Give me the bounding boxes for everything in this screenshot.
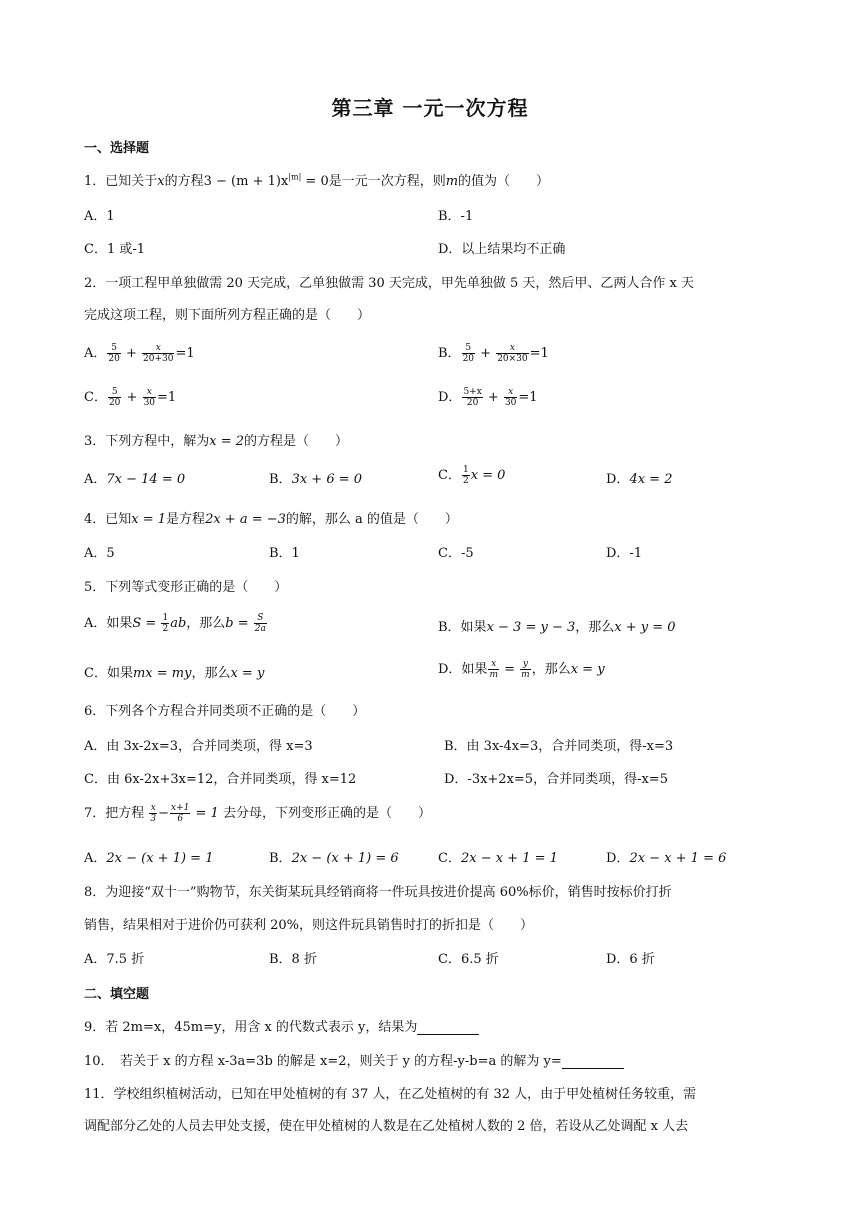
q5-c-text: C．如果 [84,666,133,681]
q4-text-2: 是方程 [166,512,206,527]
q7-c-eq: 2x − x + 1 = 1 [460,851,558,866]
q2-a-frac-2 [142,343,174,364]
frac-num: y [520,659,531,670]
q3-option-a: A．7x − 14 = 0 [84,472,186,487]
q2-option-b: B． $\frac{5}{20}$ + $\frac{x}{20\times 30}$ =1 [438,343,549,364]
q2-d-frac-1 [462,387,482,408]
q2-c-frac-2 [143,387,156,408]
question-1-stem [84,170,549,189]
frac-den: 6 [177,814,184,824]
q7-option-c: C．2x − x + 1 = 1 [438,851,558,866]
q5-option-a [84,612,268,634]
q4-eq: x = 1 [131,512,167,527]
frac-num: x [488,659,499,670]
question-6-stem: 6．下列各个方程合并同类项不正确的是（ ） [84,704,366,719]
q5-a-text-2: ，那么 [186,616,226,631]
q5-a-lhs: S = [132,616,161,631]
q1-var-x: x [157,174,165,189]
frac-den: 20 [108,398,121,408]
question-11-line-2: 调配部分乙处的人员去甲处支援，使在甲处植树的人数是在乙处植树人数的 2 倍，若设从乙处调配 x 人去 [84,1119,689,1134]
frac-num: x [150,803,156,813]
q4-option-d: D．-1 [606,546,643,561]
frac-den: 30 [143,398,156,408]
q5-d-text-2: ，那么 [531,662,571,677]
q2-c-frac-1 [108,387,121,408]
q2-d-frac-2 [504,387,517,408]
q1-option-b: B．-1 [438,209,474,224]
frac-num: 5+x [463,387,482,397]
q3-c-frac [462,465,470,486]
question-5-stem: 5．下列等式变形正确的是（ ） [84,580,288,595]
q7-text: 7．把方程 [84,806,149,821]
q5-b-eq-2: x + y = 0 [614,620,676,635]
question-11-line-1: 11．学校组织植树活动，已知在甲处植树的有 37 人，在乙处植树的有 32 人，由于甲处植树任务较重，需 [84,1087,697,1102]
q2-option-d: D． $\frac{5+x}{20}$ + $\frac{x}{30}$ =1 [438,387,538,408]
q4-text: 4．已知 [84,512,132,527]
q8-option-d: D．6 折 [606,952,655,967]
frac-num: x+1 [171,803,190,813]
q5-c-eq: mx = my [132,666,192,681]
frac-den: 20 [462,354,475,364]
q1-equation: 的方程3 − (m + 1)x [164,174,289,189]
q7-option-d: D．2x − x + 1 = 6 [606,851,727,866]
q5-d-eq: x = y [570,662,605,677]
q8-option-b: B．8 折 [269,952,317,967]
q2-b-label: B． [438,346,461,361]
frac-num: 5 [107,343,120,354]
frac-den: 2 [162,624,169,634]
section-heading-fill: 二、填空题 [84,987,150,1002]
frac-num: x [496,343,528,354]
q6-option-a: A．由 3x-2x=3，合并同类项，得 x=3 [84,739,313,754]
q2-c-label: C． [84,390,107,405]
q3-option-b: B．3x + 6 = 0 [269,472,363,487]
q4-option-c: C．-5 [438,546,474,561]
q4-option-a: A．5 [84,546,115,561]
frac-den: 2a [254,624,266,634]
q7-a-eq: 2x − (x + 1) = 1 [106,851,214,866]
q6-option-d: D．-3x+2x=5，合并同类项，得-x=5 [444,772,668,787]
frac-den: 30 [504,398,517,408]
question-8-line-1: 8．为迎接“双十一”购物节，东关街某玩具经销商将一件玩具按进价提高 60%标价，销售时按标价打折 [84,885,672,900]
q5-d-frac-1 [488,659,499,680]
q9-answer-blank[interactable] [417,1022,479,1035]
q5-a-lhs-2: b = [225,616,253,631]
question-10 [84,1050,624,1069]
q7-option-b: B．2x − (x + 1) = 6 [269,851,399,866]
q5-c-text-2: ，那么 [191,666,231,681]
q5-d-equals: = [499,662,520,677]
section-heading-choice: 一、选择题 [84,141,150,156]
frac-den: 3 [150,814,157,824]
q2-a-frac-1 [107,343,120,364]
q1-exponent: |m| [288,172,302,182]
frac-den: m [489,670,498,680]
q10-answer-blank[interactable] [562,1056,624,1069]
q3-option-d: D．4x = 2 [606,472,673,487]
page-title: 第三章 一元一次方程 [331,96,529,120]
q10-text: 10． 若关于 x 的方程 x-3a=3b 的解是 x=2，则关于 y 的方程-y-b=a 的解为 y= [84,1054,562,1069]
q9-text: 9．若 2m=x，45m=y，用含 x 的代数式表示 y，结果为 [84,1020,418,1035]
frac-den: 20 [466,398,479,408]
q2-a-rest: =1 [175,346,195,361]
q6-option-c: C．由 6x-2x+3x=12，合并同类项，得 x=12 [84,772,357,787]
q7-d-eq: 2x − x + 1 = 6 [629,851,727,866]
question-3-stem [84,430,348,449]
q4-eq-2: 2x + a = −3 [205,512,286,527]
q5-d-text: D．如果 [438,662,488,677]
q5-a-frac [161,613,169,634]
frac-den: 20 [108,354,120,364]
q5-a-ab: ab [170,616,187,631]
frac-den: m [521,670,530,680]
q1-option-a: A．1 [84,209,115,224]
question-4-stem [84,508,458,527]
frac-num: 1 [462,465,469,475]
q4-option-b: B．1 [269,546,300,561]
frac-num: S [254,613,267,624]
q3-text-2: 的方程是（ ） [244,434,349,449]
frac-num: 5 [108,387,121,398]
frac-num: x [504,387,517,398]
q1-text: 1．已知关于 [84,174,158,189]
frac-num: x [142,343,174,354]
q5-option-c [84,662,264,681]
question-9 [84,1016,479,1035]
q2-option-a: A． $\frac{5}{20}$ + $\frac{x}{20+30}$ =1 [84,343,195,364]
q1-text-3: 的值为（ ） [458,174,550,189]
q2-option-c: C． $\frac{5}{20}$ + $\frac{x}{30}$ =1 [84,387,177,408]
q7-text-2: 去分母，下列变形正确的是（ ） [218,806,431,821]
q7-rhs: = 1 [195,806,219,821]
question-2-line-1: 2．一项工程甲单独做需 20 天完成，乙单独做需 30 天完成，甲先单独做 5 天，然后甲、乙两人合作 x 天 [84,276,695,291]
q5-b-text: B．如果 [438,620,487,635]
q5-b-text-2: ，那么 [575,620,615,635]
q5-option-b [438,616,676,635]
q2-d-label: D． [438,390,462,405]
q8-option-c: C．6.5 折 [438,952,499,967]
q6-option-b: B．由 3x-4x=3，合并同类项，得-x=3 [444,739,674,754]
q2-a-label: A． [84,346,107,361]
frac-num: x [143,387,156,398]
q1-var-m: m [445,174,459,189]
q3-c-eq: x = 0 [470,468,506,483]
question-2-line-2: 完成这项工程，则下面所列方程正确的是（ ） [84,308,371,323]
q2-b-frac-1 [462,343,475,364]
q5-d-frac-2 [520,659,531,680]
frac-den: 20×30 [497,354,528,364]
q3-text: 3．下列方程中，解为 [84,434,210,449]
q7-frac-2 [170,803,190,824]
q7-frac-1 [149,803,157,824]
q5-option-d [438,658,605,680]
frac-den: 20+30 [143,354,174,364]
q3-a-eq: 7x − 14 = 0 [106,472,186,487]
frac-den: 2 [462,476,469,486]
q3-b-eq: 3x + 6 = 0 [291,472,363,487]
q3-eq: x = 2 [209,434,245,449]
q1-option-d: D．以上结果均不正确 [438,242,566,257]
q1-option-c: C．1 或-1 [84,242,146,257]
q3-d-eq: 4x = 2 [629,472,673,487]
frac-num: 1 [162,613,169,623]
q8-option-a: A．7.5 折 [84,952,145,967]
frac-num: 5 [462,343,475,354]
question-7-stem [84,802,431,824]
question-8-line-2: 销售，结果相对于进价仍可获利 20%，则这件玩具销售时打的折扣是（ ） [84,918,534,933]
q7-b-eq: 2x − (x + 1) = 6 [291,851,399,866]
q2-d-rest: =1 [518,390,538,405]
q2-b-rest: =1 [529,346,549,361]
q1-text-2: = 0是一元一次方程，则 [301,174,446,189]
q4-text-3: 的解，那么 a 的值是（ ） [285,512,458,527]
q5-a-frac-2 [254,613,267,634]
q7-option-a: A．2x − (x + 1) = 1 [84,851,214,866]
q3-option-c: C． $\frac{1}{2}$ x = 0 [438,465,506,486]
q2-c-rest: =1 [157,390,177,405]
q5-b-eq: x − 3 = y − 3 [486,620,576,635]
q2-b-frac-2 [496,343,528,364]
q5-a-text: A．如果 [84,616,133,631]
q7-minus: − [158,806,170,821]
q5-c-eq-2: x = y [230,666,265,681]
